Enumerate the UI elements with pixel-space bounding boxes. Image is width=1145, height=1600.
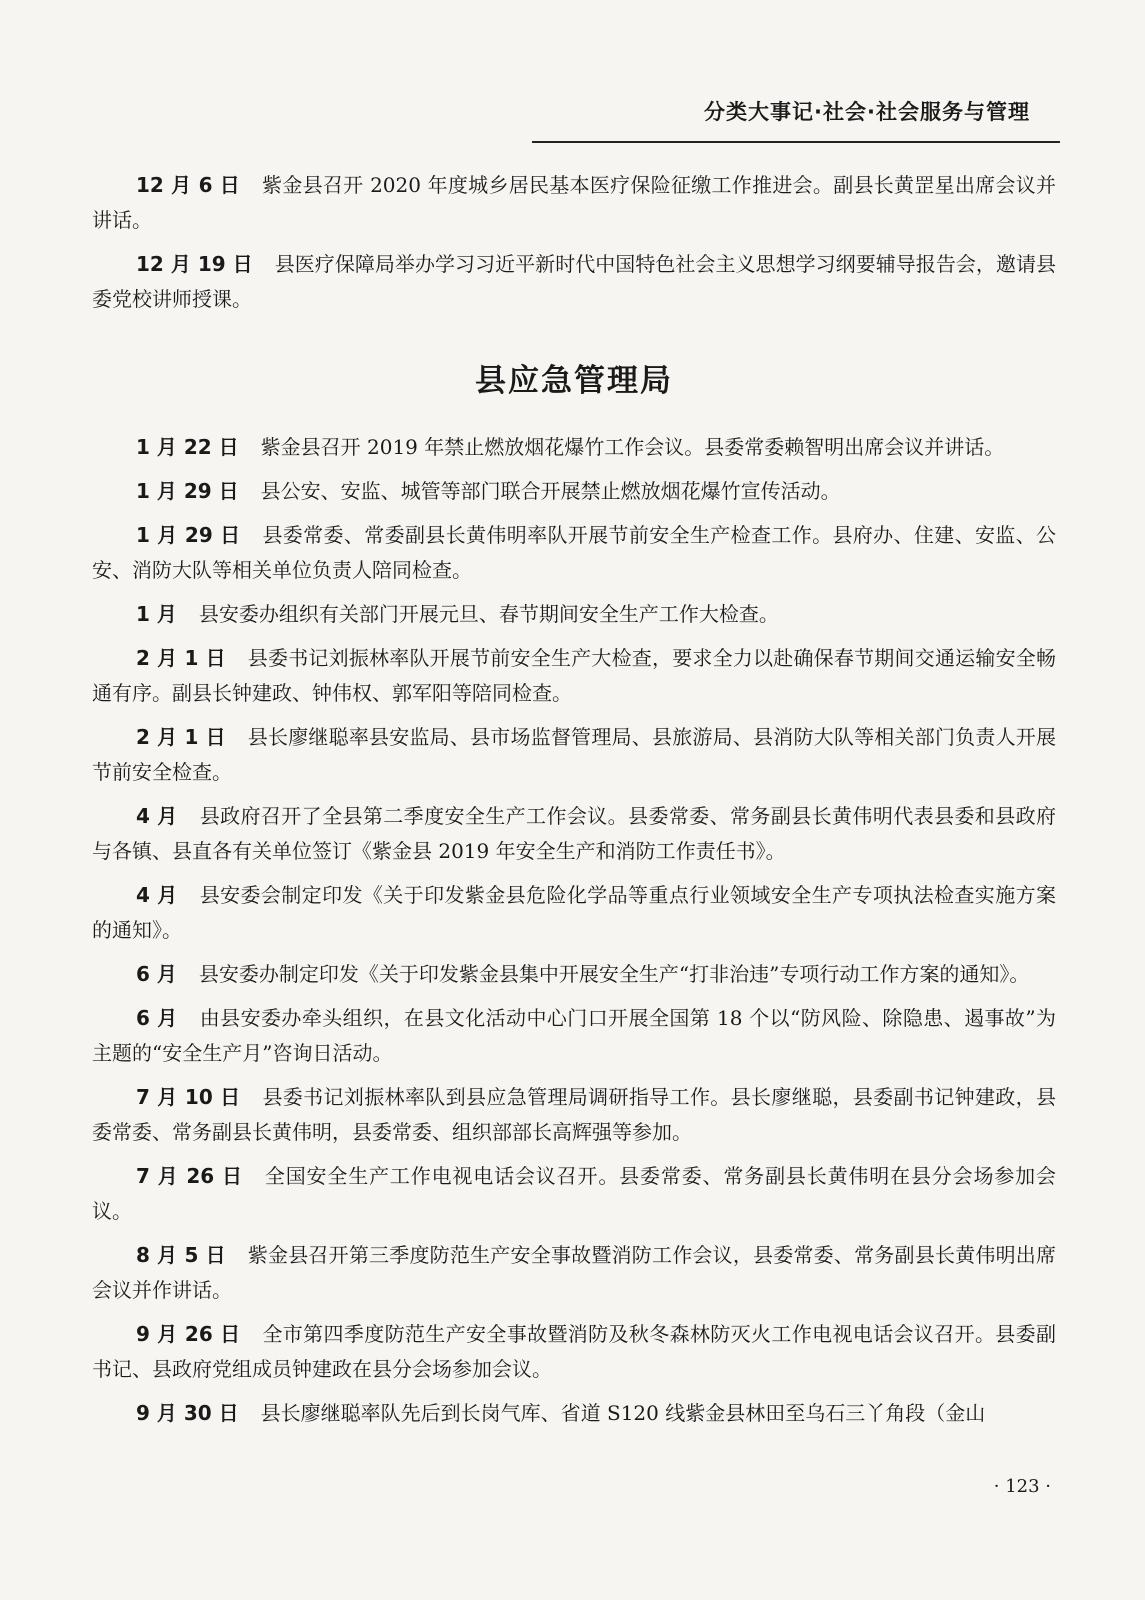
entry-text: 县委书记刘振林率队开展节前安全生产大检查，要求全力以赴确保春节期间交通运输安全畅通有序。副县长钟建政、钟伟权、郭军阳等陪同检查。: [92, 646, 1056, 705]
entry-text: 县委常委、常委副县长黄伟明率队开展节前安全生产检查工作。县府办、住建、安监、公安、消防大队等相关单位负责人陪同检查。: [92, 523, 1057, 582]
entry-text: 全国安全生产工作电视电话会议召开。县委常委、常务副县长黄伟明在县分会场参加会议。: [92, 1164, 1057, 1223]
chronicle-entry: [92, 1396, 1056, 1431]
entry-date: 2 月 1 日: [136, 725, 226, 749]
entry-date: 12 月 6 日: [136, 173, 241, 197]
chronicle-entry: [92, 1238, 1056, 1308]
entry-text: 县政府召开了全县第二季度安全生产工作会议。县委常委、常务副县长黄伟明代表县委和县政府与各镇、县直各有关单位签订《紫金县 2019 年安全生产和消防工作责任书》。: [92, 804, 1057, 863]
entry-date: 1 月: [136, 602, 177, 626]
chronicle-entry: [92, 518, 1056, 588]
chronicle-entry: [92, 168, 1056, 238]
entry-text: 县长廖继聪率队先后到长岗气库、省道 S120 线紫金县林田至乌石三丫角段（金山: [260, 1401, 986, 1425]
entry-date: 8 月 5 日: [136, 1243, 226, 1267]
entry-text: 全市第四季度防范生产安全事故暨消防及秋冬森林防灭火工作电视电话会议召开。县委副书记、县政府党组成员钟建政在县分会场参加会议。: [92, 1322, 1057, 1381]
running-header: 分类大事记·社会·社会服务与管理: [704, 100, 1030, 124]
entry-date: 1 月 22 日: [136, 435, 239, 459]
entry-text: 由县安委办牵头组织，在县文化活动中心门口开展全国第 18 个以“防风险、除隐患、遏事故”为主题的“安全生产月”咨询日活动。: [92, 1006, 1056, 1065]
entry-date: 9 月 26 日: [136, 1322, 241, 1346]
entry-date: 1 月 29 日: [136, 523, 241, 547]
entry-text: 县安委办组织有关部门开展元旦、春节期间安全生产工作大检查。: [198, 602, 779, 626]
entry-text: 县公安、安监、城管等部门联合开展禁止燃放烟花爆竹宣传活动。: [260, 479, 841, 503]
chronicle-entry: [92, 1317, 1056, 1387]
entry-text: 紫金县召开第三季度防范生产安全事故暨消防工作会议，县委常委、常务副县长黄伟明出席会议并作讲话。: [92, 1243, 1056, 1302]
chronicle-entry: [92, 430, 1056, 465]
entry-date: 12 月 19 日: [136, 252, 253, 276]
entry-text: 县安委会制定印发《关于印发紫金县危险化学品等重点行业领域安全生产专项执法检查实施方案的通知》。: [92, 883, 1057, 942]
entry-date: 7 月 10 日: [136, 1085, 241, 1109]
chronicle-entry: [92, 1001, 1056, 1071]
chronicle-entry: [92, 1080, 1056, 1150]
page-number: · 123 ·: [993, 1476, 1051, 1497]
chronicle-entry: [92, 957, 1056, 992]
entry-date: 6 月: [136, 962, 177, 986]
entry-text: 县长廖继聪率县安监局、县市场监督管理局、县旅游局、县消防大队等相关部门负责人开展节前安全检查。: [92, 725, 1056, 784]
entry-text: 紫金县召开 2019 年禁止燃放烟花爆竹工作会议。县委常委赖智明出席会议并讲话。: [260, 435, 1005, 459]
entry-text: 县安委办制定印发《关于印发紫金县集中开展安全生产“打非治违”专项行动工作方案的通知》。: [198, 962, 1030, 986]
chronicle-entry: [92, 1159, 1056, 1229]
entry-date: 4 月: [136, 883, 178, 907]
entry-date: 7 月 26 日: [136, 1164, 243, 1188]
entry-text: 县委书记刘振林率队到县应急管理局调研指导工作。县长廖继聪，县委副书记钟建政，县委常委、常务副县长黄伟明，县委常委、组织部部长高辉强等参加。: [92, 1085, 1057, 1144]
entry-date: 1 月 29 日: [136, 479, 239, 503]
entry-date: 9 月 30 日: [136, 1401, 239, 1425]
chronicle-entry: [92, 799, 1056, 869]
page-content: [92, 168, 1056, 1440]
entry-date: 2 月 1 日: [136, 646, 226, 670]
entry-text: 紫金县召开 2020 年度城乡居民基本医疗保险征缴工作推进会。副县长黄罡星出席会议并讲话。: [92, 173, 1056, 232]
entry-date: 6 月: [136, 1006, 178, 1030]
chronicle-entry: [92, 720, 1056, 790]
chronicle-entry: [92, 247, 1056, 317]
chronicle-entry: [92, 474, 1056, 509]
chronicle-entry: [92, 597, 1056, 632]
chronicle-entry: [92, 878, 1056, 948]
entry-text: 县医疗保障局举办学习习近平新时代中国特色社会主义思想学习纲要辅导报告会，邀请县委党校讲师授课。: [92, 252, 1057, 311]
chronicle-entry: [92, 641, 1056, 711]
header-rule: [532, 141, 1060, 143]
entry-date: 4 月: [136, 804, 178, 828]
section-title: 县应急管理局: [475, 363, 673, 399]
